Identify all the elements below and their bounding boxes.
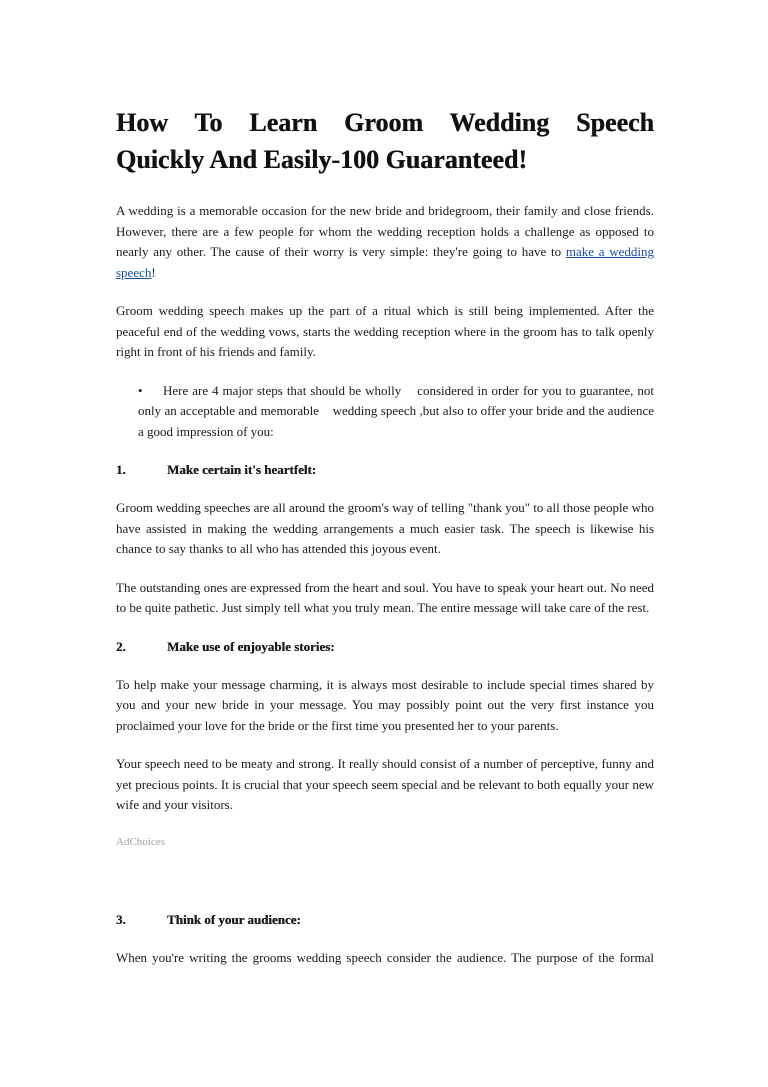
ritual-paragraph: Groom wedding speech makes up the part of a ritual which is still being implemented. After the peaceful end of the wedding vows, starts the wedding reception where in the groom has to talk openly right in front of his friends and family. [116,303,654,359]
step-3-title: Think of your audience: [167,911,301,927]
document-page [116,104,658,986]
bullet-icon: • [138,382,143,398]
step-1-title: Make certain it's heartfelt: [167,462,317,477]
intro-text-end: ! [151,264,156,280]
step-2-heading [116,637,654,657]
wedding-speech-link[interactable]: make a wedding speech [116,244,654,280]
step-1-paragraph-2: The outstanding ones are expressed from the heart and soul. You have to speak your heart out. No need to be quite pathetic. Just simply tell what you truly mean. The entire message will take care of the rest. [116,579,654,615]
document-title [116,104,654,178]
list-item [138,381,658,443]
step-3-heading [116,910,654,930]
step-1-paragraph-1: Groom wedding speeches are all around the groom's way of telling "thank you" to all those people who have assisted in making the wedding arrangements a much easier task. The speech is likewise his chance to say thanks to all who has attended this joyous event. [116,500,654,556]
step-1-heading [116,460,654,480]
step-1-number: 1. [116,462,126,477]
step-2-paragraph-2: Your speech need to be meaty and strong. It really should consist of a number of perceptive, funny and yet precious points. It is crucial that your speech seem special and be relevant to both equally your new wife and your visitors. [116,756,654,812]
bullet-list [116,381,658,443]
title-line-1: How To Learn Groom Wedding Speech [116,108,654,137]
step-3-paragraph-1: When you're writing the grooms wedding speech consider the audience. The purpose of the formal [116,949,654,965]
step-2-title: Make use of enjoyable stories: [167,638,335,654]
step-2-paragraph-1: To help make your message charming, it is always most desirable to include special times shared by you and your new bride in your message. You may possibly point out the very first instance you proclaimed your love for the bride or the first time you presented her to your parents. [116,676,654,733]
step-2-number: 2. [116,638,126,654]
intro-paragraph [116,201,654,283]
intro-text: A wedding is a memorable occasion for the new bride and bridegroom, their family and close friends. However, there are a few people for whom the wedding reception holds a challenge as opposed to nearly any other. The cause of their worry is very simple: they're going to have to [116,203,654,259]
adchoices-label[interactable]: AdChoices [116,835,165,848]
title-line-2: Quickly And Easily-100 Guaranteed! [116,145,527,174]
step-3-number: 3. [116,911,126,927]
bullet-text: Here are 4 major steps that should be wholly considered in order for you to guarantee, not only an acceptable and memorable wedding speech ,but also to offer your bride and the audience a good impression of you: [138,382,658,439]
